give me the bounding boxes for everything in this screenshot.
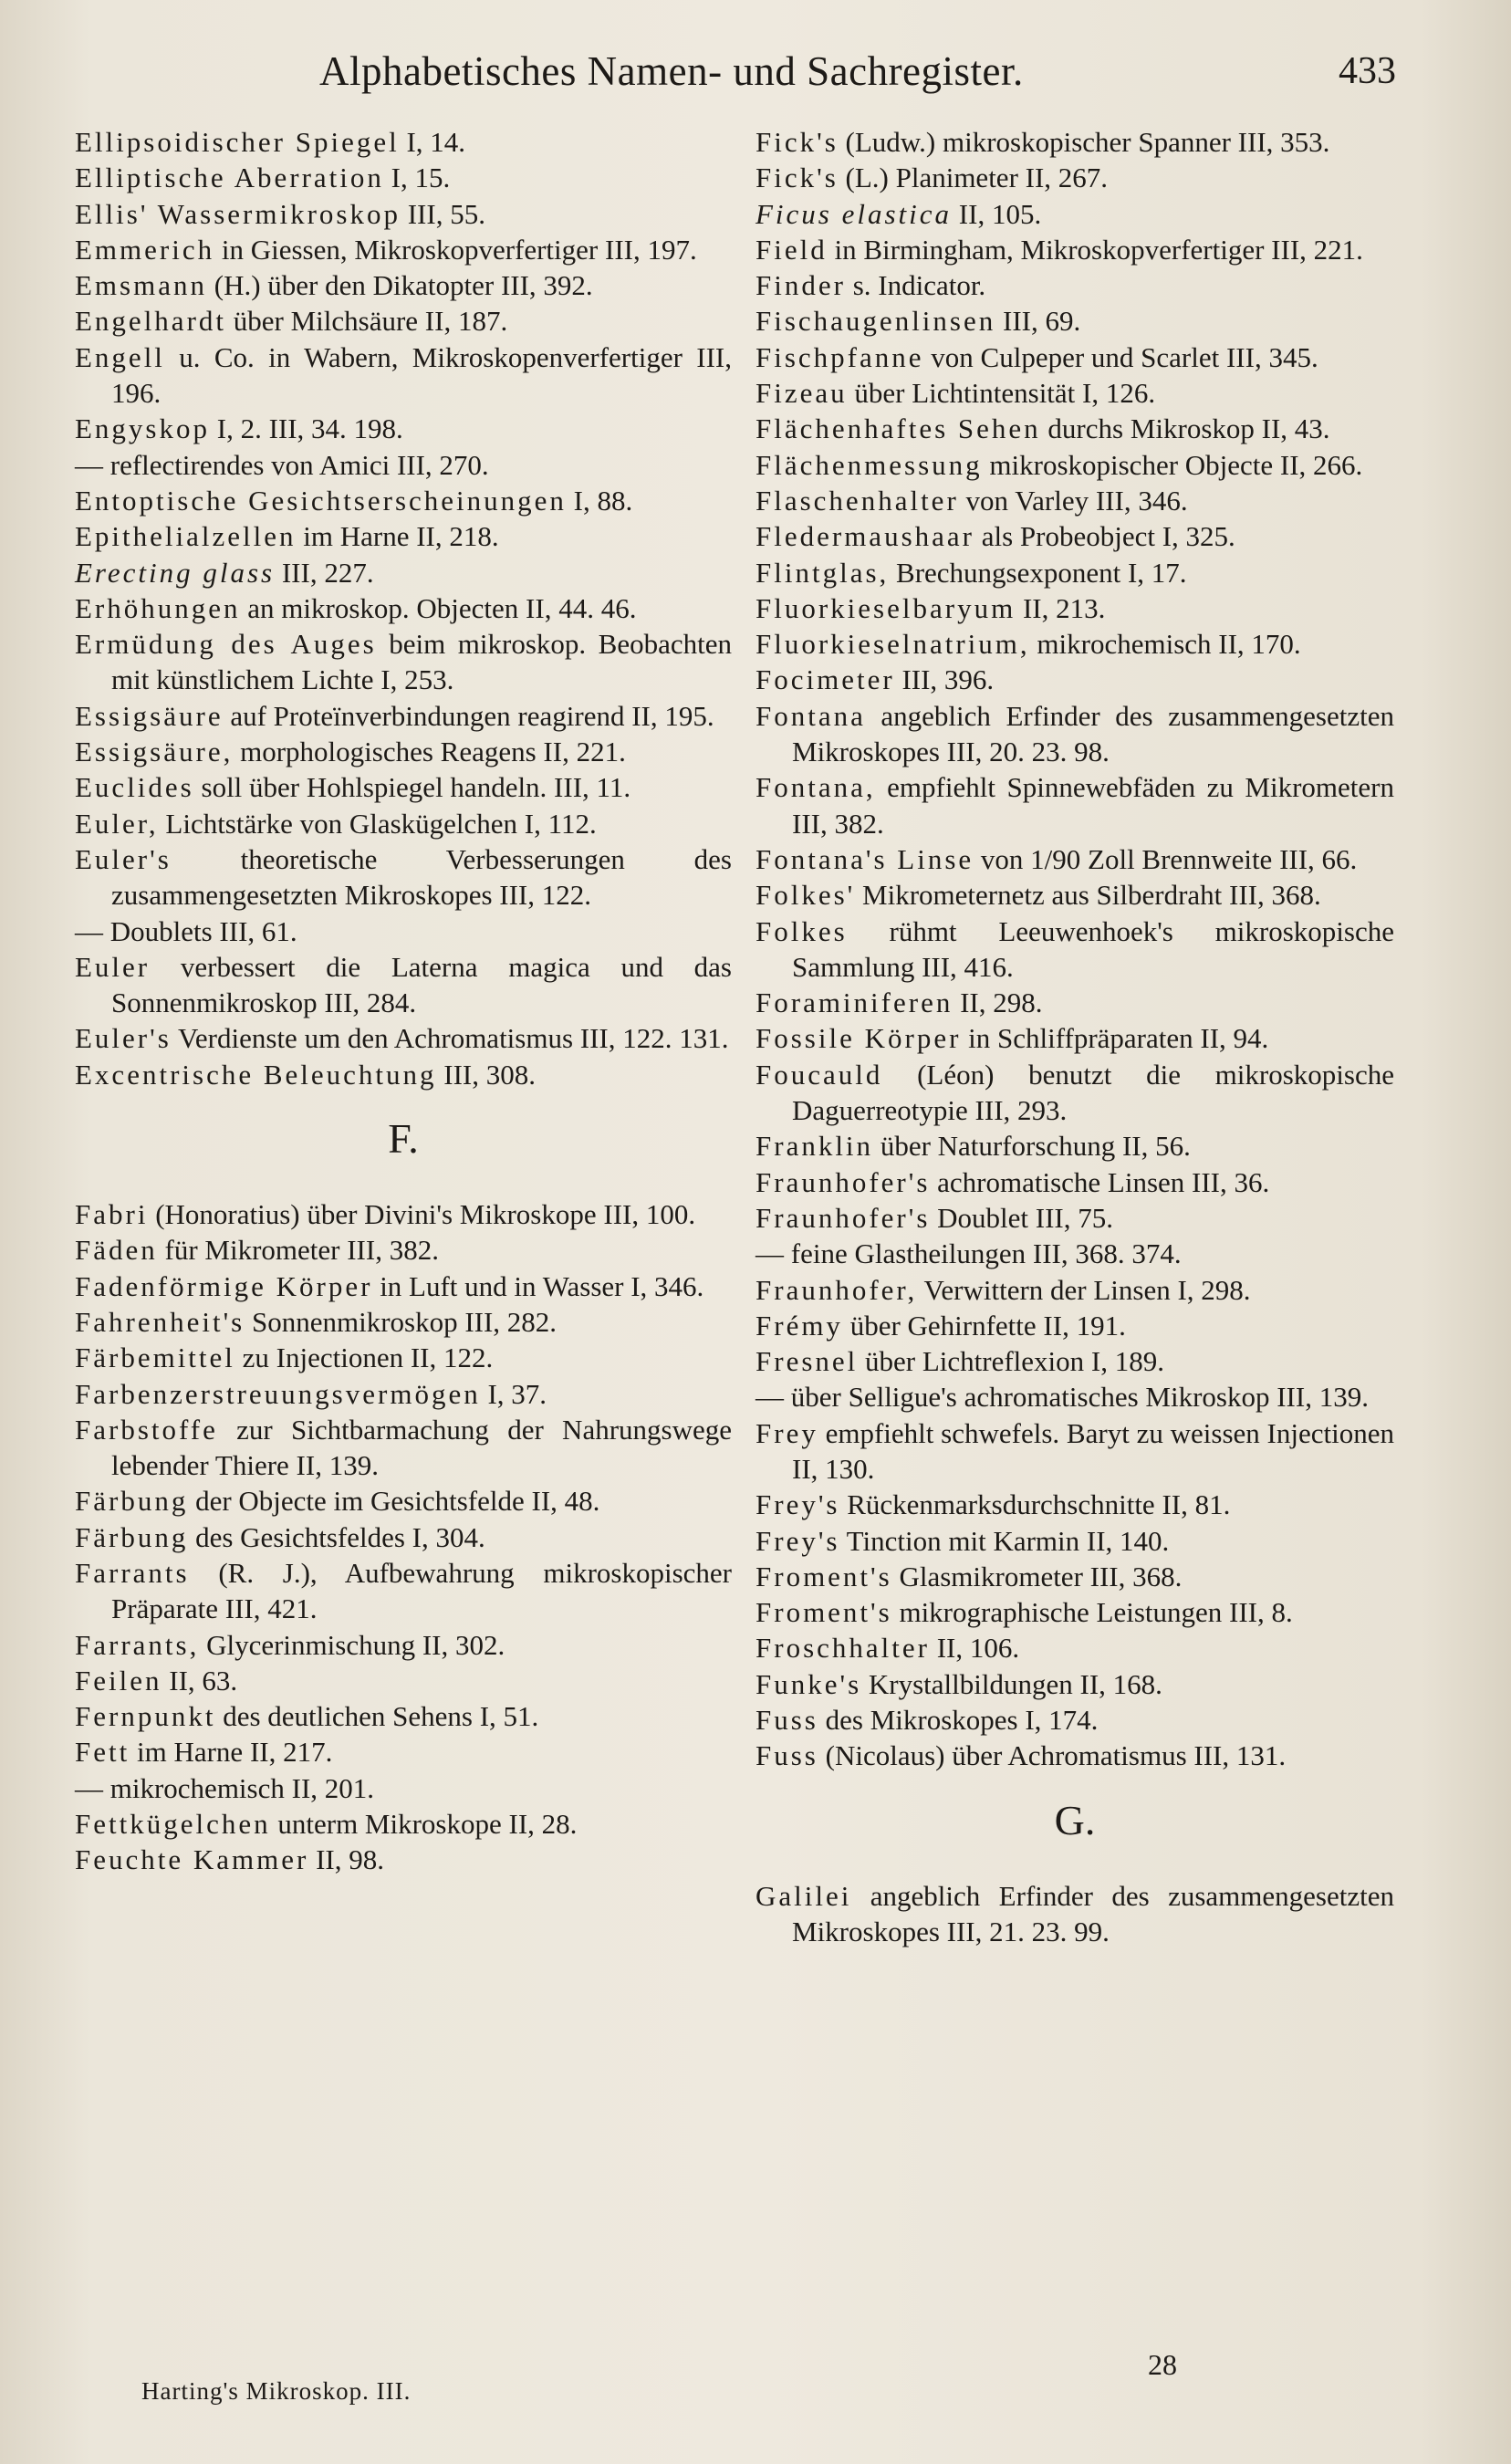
- index-entry: [756, 590, 1394, 626]
- index-entry: [75, 160, 732, 195]
- entry-reference: II, 213.: [1016, 591, 1106, 624]
- entry-keyword: Froment's: [756, 1560, 892, 1592]
- right-column: [756, 124, 1394, 1949]
- entry-reference: achromatische Linsen III, 36.: [930, 1165, 1270, 1198]
- entry-keyword: Field: [756, 233, 828, 266]
- entry-keyword: Fett: [75, 1736, 130, 1769]
- entry-reference: verbessert die Laterna magica und das Sonnenmikroskop III, 284.: [111, 950, 732, 1019]
- index-entry: [756, 914, 1394, 986]
- index-entry: [75, 124, 732, 160]
- entry-reference: im Harne II, 217.: [130, 1736, 333, 1769]
- entry-reference: mikrochemisch II, 170.: [1029, 628, 1301, 661]
- entry-keyword: Fischpfanne: [756, 340, 924, 373]
- index-entry: [75, 1555, 732, 1627]
- entry-keyword: Fizeau: [756, 377, 848, 410]
- index-entry: [75, 1519, 732, 1555]
- index-entry: [75, 1734, 732, 1770]
- index-entry: [756, 267, 1394, 303]
- entry-reference: in Luft und in Wasser I, 346.: [372, 1269, 704, 1302]
- index-entry: [75, 196, 732, 232]
- index-entry: [756, 1200, 1394, 1236]
- entry-reference: u. Co. in Wabern, Mikroskopenverfertiger III, 196.: [111, 340, 732, 410]
- entry-reference: III, 308.: [436, 1058, 537, 1091]
- entry-keyword: Fettkügelchen: [75, 1808, 271, 1841]
- entry-keyword: Froment's: [756, 1596, 892, 1629]
- entry-reference: über Lichtreflexion I, 189.: [858, 1345, 1164, 1378]
- index-entry: [75, 555, 732, 590]
- entry-reference: I, 2. III, 34. 198.: [210, 412, 403, 445]
- entry-keyword: Färbung: [75, 1485, 189, 1518]
- entry-keyword: Euler: [75, 950, 151, 983]
- entry-reference: unterm Mikroskope II, 28.: [270, 1808, 578, 1841]
- entry-keyword: Elliptische Aberration: [75, 162, 384, 194]
- entry-keyword: Frey's: [756, 1488, 840, 1521]
- index-entry: [75, 339, 732, 412]
- entry-reference: — reflectirendes von Amici III, 270.: [75, 448, 489, 481]
- index-entry: [75, 303, 732, 339]
- entry-reference: III, 55.: [400, 197, 485, 230]
- index-entry: [75, 232, 732, 267]
- entry-reference: im Harne II, 218.: [296, 520, 499, 553]
- entry-keyword: Engelhardt: [75, 305, 227, 338]
- entry-reference: Tinction mit Karmin II, 140.: [839, 1524, 1170, 1557]
- index-entry: [756, 698, 1394, 770]
- entry-reference: Krystallbildungen II, 168.: [861, 1667, 1162, 1700]
- entry-keyword: Ellis' Wassermikroskop: [75, 197, 401, 230]
- running-head: [319, 47, 1396, 102]
- entry-keyword: Fuss: [756, 1739, 818, 1772]
- index-entry: [75, 1340, 732, 1375]
- index-entry: [75, 734, 732, 769]
- entry-keyword: Euler's: [75, 1022, 172, 1055]
- index-entry: [75, 1412, 732, 1484]
- entry-reference: theoretische Verbesserungen des zusammengesetzten Mikroskopes III, 122.: [111, 842, 732, 912]
- entry-reference: in Schliffpräparaten II, 94.: [961, 1022, 1269, 1055]
- entry-keyword: Farbstoffe: [75, 1413, 218, 1446]
- entry-keyword: Fadenförmige Körper: [75, 1269, 373, 1302]
- index-entry: [756, 518, 1394, 554]
- entry-reference: über Naturforschung II, 56.: [873, 1130, 1191, 1163]
- entry-reference: zur Sichtbarmachung der Nahrungswege lebender Thiere II, 139.: [111, 1413, 732, 1482]
- entry-reference: III, 227.: [275, 556, 374, 589]
- entry-reference: rühmt Leeuwenhoek's mikroskopische Sammlung III, 416.: [792, 914, 1394, 983]
- index-entry: [756, 1308, 1394, 1343]
- index-entry: [756, 626, 1394, 662]
- index-entry: [75, 590, 732, 626]
- index-entry: [756, 985, 1394, 1020]
- entry-reference: des Mikroskopes I, 174.: [818, 1704, 1099, 1737]
- index-entry: [75, 411, 732, 446]
- index-entry: [756, 232, 1394, 267]
- entry-reference: I, 88.: [566, 484, 633, 517]
- entry-keyword: Excentrische Beleuchtung: [75, 1058, 437, 1091]
- index-entry: [756, 769, 1394, 841]
- entry-reference: Mikrometernetz aus Silberdraht III, 368.: [855, 879, 1321, 912]
- entry-keyword: Franklin: [756, 1130, 874, 1163]
- entry-keyword: Folkes: [756, 914, 848, 947]
- entry-keyword: Euclides: [75, 771, 194, 804]
- entry-reference: II, 63.: [162, 1664, 238, 1697]
- index-entry: [75, 1057, 732, 1092]
- entry-keyword: Folkes': [756, 879, 856, 912]
- entry-keyword: Euler's: [75, 842, 172, 875]
- index-entry: [75, 1020, 732, 1056]
- entry-keyword: Euler,: [75, 807, 159, 840]
- entry-keyword: Fraunhofer's: [756, 1201, 931, 1234]
- index-entry: [756, 1272, 1394, 1308]
- entry-keyword: Frey: [756, 1416, 818, 1449]
- entry-keyword: Fledermaushaar: [756, 520, 974, 553]
- entry-keyword: Färbemittel: [75, 1342, 235, 1374]
- entry-keyword: Fick's: [756, 126, 839, 158]
- entry-keyword: Fontana,: [756, 771, 876, 804]
- entry-keyword: Engell: [75, 340, 165, 373]
- entry-keyword: Frey's: [756, 1524, 840, 1557]
- entry-keyword: Epithelialzellen: [75, 520, 297, 553]
- entry-keyword: Flächenmessung: [756, 448, 983, 481]
- entry-keyword: Färbung: [75, 1520, 189, 1553]
- entry-keyword: Farrants: [75, 1556, 190, 1589]
- index-entry: [75, 1269, 732, 1304]
- entry-keyword: Finder: [756, 269, 846, 302]
- index-entry: [756, 1487, 1394, 1522]
- entry-keyword: Galilei: [756, 1879, 852, 1912]
- index-entry: [75, 806, 732, 841]
- index-entry: [756, 1379, 1394, 1415]
- index-entry: [756, 555, 1394, 590]
- index-entry: [756, 196, 1394, 232]
- index-entry: [756, 841, 1394, 877]
- entry-reference: I, 37.: [480, 1377, 547, 1410]
- entry-reference: Verdienste um den Achromatismus III, 122. 131.: [171, 1022, 729, 1055]
- index-entry: [756, 1020, 1394, 1056]
- entry-reference: über Gehirnfette II, 191.: [842, 1309, 1126, 1342]
- entry-keyword: Fontana's Linse: [756, 842, 974, 875]
- index-entry: [756, 877, 1394, 913]
- entry-keyword: Essigsäure,: [75, 736, 234, 768]
- entry-keyword: Fahrenheit's: [75, 1305, 245, 1338]
- index-entry: [75, 1770, 732, 1806]
- entry-reference: mikrographische Leistungen III, 8.: [891, 1596, 1293, 1629]
- entry-reference: II, 298.: [953, 987, 1043, 1019]
- index-entry: [75, 1806, 732, 1842]
- entry-keyword: Emmerich: [75, 233, 215, 266]
- entry-reference: als Probeobject I, 325.: [974, 520, 1235, 553]
- sheet-number: 28: [1148, 2348, 1177, 2381]
- entry-keyword: Fraunhofer's: [756, 1165, 931, 1198]
- entry-reference: von Culpeper und Scarlet III, 345.: [923, 340, 1318, 373]
- index-entry: [75, 914, 732, 949]
- entry-reference: II, 105.: [952, 197, 1042, 230]
- entry-keyword: Feuchte Kammer: [75, 1843, 309, 1876]
- index-entry: [75, 518, 732, 554]
- index-entry: [756, 662, 1394, 697]
- entry-reference: beim mikroskop. Beobachten mit künstlichem Lichte I, 253.: [111, 628, 732, 696]
- index-entry: [756, 1630, 1394, 1665]
- entry-reference: Glasmikrometer III, 368.: [891, 1560, 1183, 1592]
- entry-reference: Glycerinmischung II, 302.: [199, 1628, 505, 1661]
- entry-reference: von 1/90 Zoll Brennweite III, 66.: [974, 842, 1358, 875]
- entry-reference: über Lichtintensität I, 126.: [847, 377, 1156, 410]
- entry-keyword: Flächenhaftes Sehen: [756, 412, 1041, 445]
- index-entry: [756, 1878, 1394, 1950]
- index-entry: [75, 267, 732, 303]
- entry-keyword: Funke's: [756, 1667, 862, 1700]
- entry-keyword: Ermüdung des Auges: [75, 628, 377, 661]
- index-entry: [756, 1415, 1394, 1488]
- entry-reference: des Gesichtsfeldes I, 304.: [188, 1520, 485, 1553]
- entry-keyword: Fontana: [756, 699, 866, 732]
- index-entry: [75, 1627, 732, 1663]
- index-entry: [756, 1236, 1394, 1271]
- entry-reference: II, 106.: [929, 1632, 1020, 1665]
- entry-keyword: Erhöhungen: [75, 591, 241, 624]
- entry-keyword: Erecting glass: [75, 556, 276, 589]
- entry-reference: (Nicolaus) über Achromatismus III, 131.: [818, 1739, 1287, 1772]
- index-entry: [75, 1698, 732, 1734]
- entry-reference: — über Selligue's achromatisches Mikroskop III, 139.: [756, 1381, 1369, 1414]
- entry-reference: empfiehlt Spinnewebfäden zu Mikrometern III, 382.: [792, 771, 1394, 840]
- entry-keyword: Feilen: [75, 1664, 162, 1697]
- index-entry: [756, 411, 1394, 446]
- entry-reference: in Birmingham, Mikroskopverfertiger III, 221.: [827, 233, 1363, 266]
- index-entry: [756, 1738, 1394, 1773]
- entry-reference: über Milchsäure II, 187.: [226, 305, 508, 338]
- entry-reference: Rückenmarksdurchschnitte II, 81.: [839, 1488, 1231, 1521]
- entry-keyword: Farbenzerstreuungsvermögen: [75, 1377, 481, 1410]
- entry-keyword: Entoptische Gesichtserscheinungen: [75, 484, 567, 517]
- entry-keyword: Ficus elastica: [756, 197, 953, 230]
- entry-keyword: Fraunhofer,: [756, 1273, 918, 1306]
- entry-reference: der Objecte im Gesichtsfelde II, 48.: [188, 1485, 600, 1518]
- index-entry: [75, 949, 732, 1021]
- index-entry: [756, 303, 1394, 339]
- entry-reference: (Ludw.) mikroskopischer Spanner III, 353.: [838, 126, 1330, 158]
- entry-keyword: Emsmann: [75, 269, 207, 302]
- entry-reference: zu Injectionen II, 122.: [234, 1342, 494, 1374]
- entry-reference: (H.) über den Dikatopter III, 392.: [207, 269, 593, 302]
- entry-reference: auf Proteïnverbindungen reagirend II, 195.: [223, 699, 714, 732]
- entry-keyword: Focimeter: [756, 663, 895, 696]
- index-entry: [756, 375, 1394, 411]
- index-entry: [75, 1232, 732, 1268]
- entry-reference: Verwittern der Linsen I, 298.: [917, 1273, 1251, 1306]
- entry-reference: für Mikrometer III, 382.: [157, 1234, 439, 1267]
- index-entry: [75, 1842, 732, 1877]
- index-entry: [756, 1559, 1394, 1594]
- entry-keyword: Fick's: [756, 162, 839, 194]
- entry-reference: (L.) Planimeter II, 267.: [838, 162, 1109, 194]
- index-entry: [756, 1523, 1394, 1559]
- page-number: 433: [1339, 50, 1396, 92]
- entry-keyword: Foraminiferen: [756, 987, 953, 1019]
- index-entry: [756, 1057, 1394, 1129]
- entry-reference: — feine Glastheilungen III, 368. 374.: [756, 1237, 1182, 1270]
- index-entry: [75, 1304, 732, 1340]
- index-entry: [75, 1483, 732, 1519]
- index-entry: [75, 447, 732, 483]
- entry-keyword: Frémy: [756, 1309, 843, 1342]
- index-entry: [756, 1164, 1394, 1200]
- index-entry: [75, 769, 732, 805]
- entry-reference: Lichtstärke von Glaskügelchen I, 112.: [158, 807, 597, 840]
- entry-keyword: Foucauld: [756, 1058, 883, 1091]
- entry-reference: (Léon) benutzt die mikroskopische Daguerreotypie III, 293.: [792, 1058, 1394, 1127]
- index-entry: [756, 1702, 1394, 1738]
- index-entry: [756, 1128, 1394, 1164]
- entry-keyword: Engyskop: [75, 412, 210, 445]
- entry-keyword: Flintglas,: [756, 556, 890, 589]
- index-entry: [75, 698, 732, 734]
- entry-reference: I, 14.: [399, 126, 466, 158]
- entry-keyword: Ellipsoidischer Spiegel: [75, 126, 400, 158]
- entry-keyword: Fresnel: [756, 1345, 859, 1378]
- entry-reference: mikroskopischer Objecte II, 266.: [982, 448, 1363, 481]
- index-entry: [756, 124, 1394, 160]
- entry-reference: empfiehlt schwefels. Baryt zu weissen Injectionen II, 130.: [792, 1416, 1394, 1485]
- entry-reference: in Giessen, Mikroskopverfertiger III, 197.: [214, 233, 697, 266]
- index-entry: [756, 339, 1394, 375]
- index-entry: [75, 1663, 732, 1698]
- entry-reference: morphologisches Reagens II, 221.: [233, 736, 626, 768]
- index-entry: [75, 1196, 732, 1232]
- entry-reference: — mikrochemisch II, 201.: [75, 1771, 375, 1804]
- section-letter-heading: F.: [388, 1115, 419, 1163]
- entry-reference: Brechungsexponent I, 17.: [889, 556, 1187, 589]
- index-entry: [756, 1666, 1394, 1702]
- entry-reference: III, 396.: [894, 663, 995, 696]
- entry-keyword: Fäden: [75, 1234, 158, 1267]
- entry-keyword: Froschhalter: [756, 1632, 930, 1665]
- entry-keyword: Fluorkieselbaryum: [756, 591, 1016, 624]
- entry-reference: III, 69.: [995, 305, 1081, 338]
- entry-keyword: Fischaugenlinsen: [756, 305, 996, 338]
- index-entry: [756, 1594, 1394, 1630]
- entry-keyword: Fluorkieselnatrium,: [756, 628, 1030, 661]
- index-entry: [756, 447, 1394, 483]
- entry-reference: — Doublets III, 61.: [75, 914, 297, 947]
- entry-reference: (R. J.), Aufbewahrung mikroskopischer Präparate III, 421.: [111, 1556, 732, 1625]
- index-entry: [756, 483, 1394, 518]
- entry-reference: (Honoratius) über Divini's Mikroskope III, 100.: [148, 1198, 696, 1231]
- page-title: Alphabetisches Namen- und Sachregister.: [319, 48, 1024, 94]
- entry-keyword: Fernpunkt: [75, 1700, 216, 1733]
- printer-signature: Harting's Mikroskop. III.: [141, 2377, 412, 2405]
- index-entry: [756, 1343, 1394, 1379]
- section-letter-heading: G.: [1054, 1796, 1096, 1843]
- entry-reference: durchs Mikroskop II, 43.: [1040, 412, 1330, 445]
- entry-reference: von Varley III, 346.: [958, 484, 1188, 517]
- entry-reference: an mikroskop. Objecten II, 44. 46.: [240, 591, 637, 624]
- entry-reference: Doublet III, 75.: [930, 1201, 1113, 1234]
- entry-reference: s. Indicator.: [845, 269, 986, 302]
- index-entry: [75, 483, 732, 518]
- entry-keyword: Essigsäure: [75, 699, 224, 732]
- entry-keyword: Farrants,: [75, 1628, 200, 1661]
- entry-reference: angeblich Erfinder des zusammengesetzten Mikroskopes III, 20. 23. 98.: [792, 699, 1394, 768]
- index-entry: [75, 1376, 732, 1412]
- entry-keyword: Fabri: [75, 1198, 149, 1231]
- entry-reference: Sonnenmikroskop III, 282.: [245, 1305, 558, 1338]
- left-column: [75, 124, 732, 1878]
- entry-keyword: Fuss: [756, 1704, 818, 1737]
- index-entry: [756, 160, 1394, 195]
- index-entry: [75, 626, 732, 698]
- index-entry: [75, 841, 732, 914]
- entry-reference: soll über Hohlspiegel handeln. III, 11.: [193, 771, 631, 804]
- entry-keyword: Flaschenhalter: [756, 484, 959, 517]
- entry-reference: des deutlichen Sehens I, 51.: [215, 1700, 539, 1733]
- entry-keyword: Fossile Körper: [756, 1022, 962, 1055]
- entry-reference: angeblich Erfinder des zusammengesetzten Mikroskopes III, 21. 23. 99.: [792, 1879, 1394, 1947]
- entry-reference: I, 15.: [383, 162, 451, 194]
- entry-reference: II, 98.: [308, 1843, 384, 1876]
